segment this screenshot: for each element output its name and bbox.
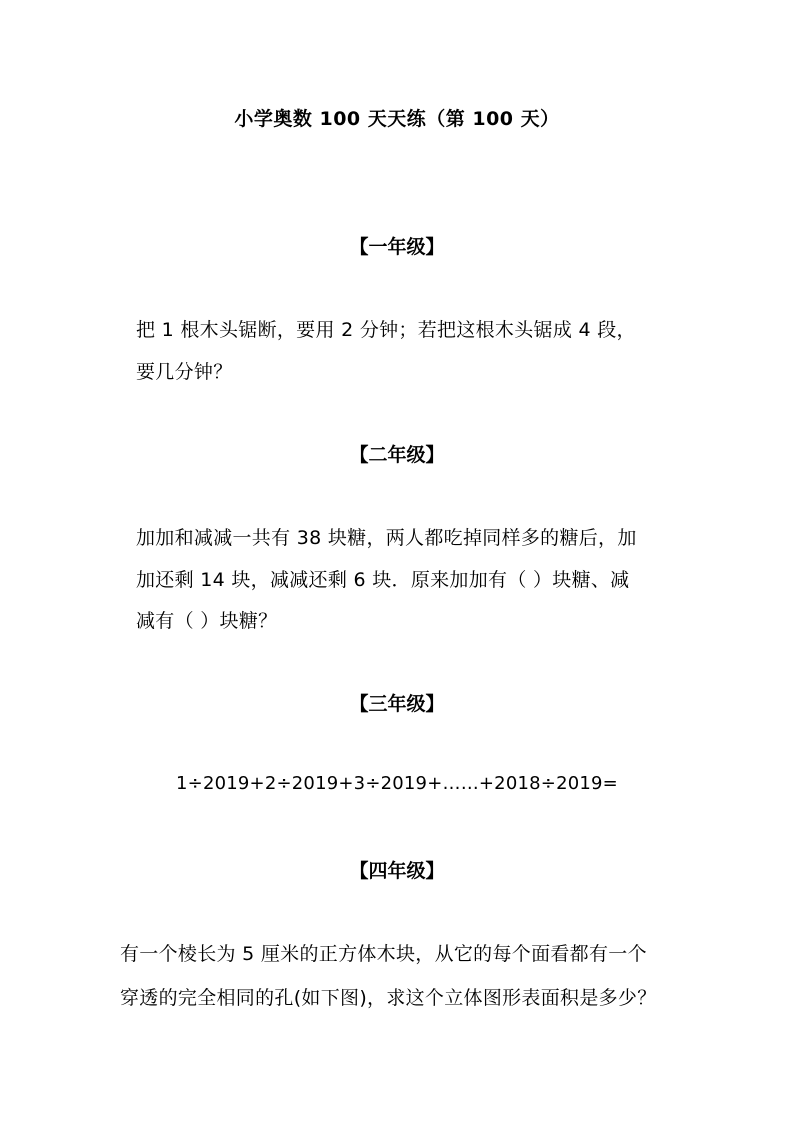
grade-4-question-line-2: 穿透的完全相同的孔(如下图)，求这个立体图形表面积是多少？	[120, 987, 657, 1009]
grade-2-heading: 【二年级】	[349, 444, 445, 466]
grade-4-question-line-1: 有一个棱长为 5 厘米的正方体木块，从它的每个面看都有一个	[120, 943, 647, 965]
grade-4-heading: 【四年级】	[349, 860, 445, 882]
grade-1-heading: 【一年级】	[349, 236, 445, 258]
grade-1-question-line-2: 要几分钟？	[136, 361, 233, 383]
grade-3-heading: 【三年级】	[349, 693, 445, 715]
page-title: 小学奥数 100 天天练（第 100 天）	[234, 108, 560, 130]
grade-1-question-line-1: 把 1 根木头锯断，要用 2 分钟；若把这根木头锯成 4 段，	[136, 319, 636, 341]
grade-2-question-line-2: 加还剩 14 块，减减还剩 6 块．原来加加有（ ）块糖、减	[136, 569, 630, 591]
grade-2-question-line-3: 减有（ ）块糖？	[136, 610, 278, 632]
grade-3-question-expression: 1÷2019+2÷2019+3÷2019+……+2018÷2019=	[176, 773, 618, 794]
grade-2-question-line-1: 加加和减减一共有 38 块糖，两人都吃掉同样多的糖后，加	[136, 527, 637, 549]
